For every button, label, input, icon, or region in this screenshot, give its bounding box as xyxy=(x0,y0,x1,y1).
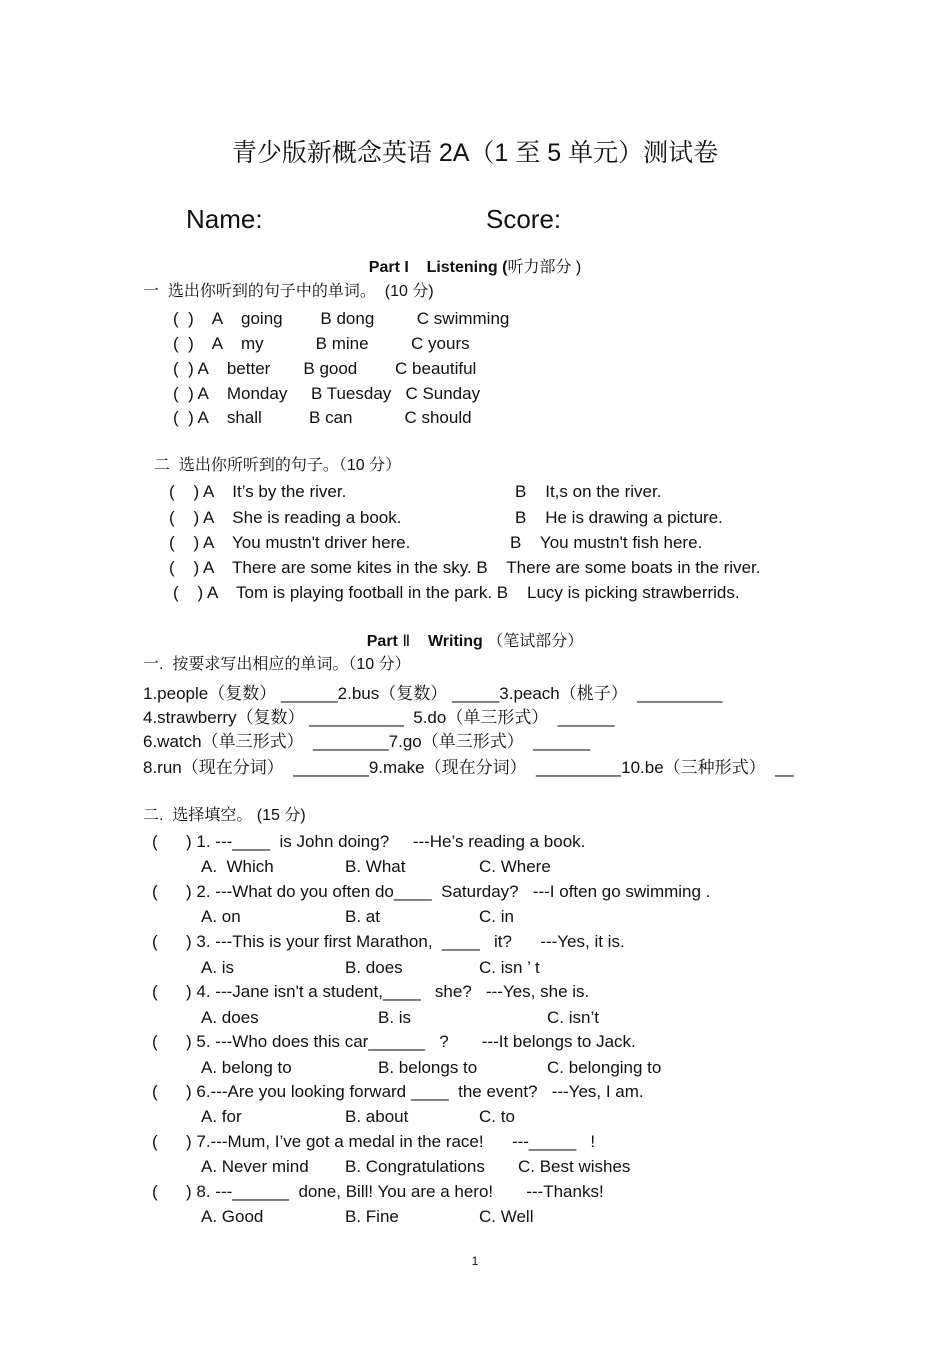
option-a: A. on xyxy=(201,907,241,926)
option-c: C. Well xyxy=(479,1207,534,1226)
part2-heading-bold-a: Part xyxy=(366,633,398,650)
option-a: A. Never mind xyxy=(201,1157,309,1176)
part2-heading-rest: （笔试部分） xyxy=(482,633,584,650)
option-c: C. Where xyxy=(479,857,551,876)
option-b: B. Fine xyxy=(345,1207,399,1226)
part1-heading xyxy=(0,260,950,276)
listening-word-line: ( ) A Monday B Tuesday C Sunday xyxy=(173,384,481,403)
option-b: B. about xyxy=(345,1107,409,1126)
listening-sentence-a: ( ) A Tom is playing football in the park. B Lucy is picking strawberrids. xyxy=(173,583,740,602)
option-a: A. is xyxy=(201,958,235,977)
option-c: C. Best wishes xyxy=(518,1157,631,1176)
listening-sentence-a: ( ) A It’s by the river. xyxy=(169,482,347,501)
option-a: A. Which xyxy=(201,857,274,876)
question-line: ( ) 5. ---Who does this car______ ? ---It belongs to Jack. xyxy=(152,1032,636,1051)
question-line: ( ) 6.---Are you looking forward ____ the event? ---Yes, I am. xyxy=(152,1082,644,1101)
section3-heading: 一. 按要求写出相应的单词。（10 分） xyxy=(143,656,411,673)
question-line: ( ) 2. ---What do you often do____ Saturday? ---I often go swimming . xyxy=(152,882,711,901)
word-form-line: 8.run（现在分词） ________9.make（现在分词） _________10.be（三种形式） __ xyxy=(143,758,795,777)
question-line: ( ) 1. ---____ is John doing? ---He’s reading a book. xyxy=(152,832,586,851)
listening-sentence-b: B He is drawing a picture. xyxy=(515,508,723,527)
option-b: B. Congratulations xyxy=(345,1157,485,1176)
listening-sentence-b: B You mustn't fish here. xyxy=(510,533,703,552)
option-a: A. for xyxy=(201,1107,242,1126)
listening-sentence-a: ( ) A There are some kites in the sky. B There are some boats in the river. xyxy=(169,558,761,577)
section2-heading: 二 选出你所听到的句子。（10 分） xyxy=(154,457,402,474)
word-form-line: 1.people（复数） ______2.bus（复数） _____3.peach（桃子） _________ xyxy=(143,684,723,703)
part1-heading-bold: Part I Listening ( xyxy=(368,259,508,276)
listening-word-line: ( ) A better B good C beautiful xyxy=(173,359,477,378)
listening-word-line: ( ) A shall B can C should xyxy=(173,408,472,427)
option-c: C. to xyxy=(479,1107,515,1126)
part2-heading xyxy=(0,634,950,650)
section4-heading: 二. 选择填空。 (15 分) xyxy=(143,807,306,824)
question-line: ( ) 4. ---Jane isn't a student,____ she? ---Yes, she is. xyxy=(152,982,590,1001)
option-a: A. Good xyxy=(201,1207,264,1226)
question-line: ( ) 8. ---______ done, Bill! You are a hero! ---Thanks! xyxy=(152,1182,604,1201)
listening-sentence-b: B It,s on the river. xyxy=(515,482,662,501)
listening-sentence-a: ( ) A You mustn't driver here. xyxy=(169,533,411,552)
part1-heading-rest: 听力部分 ) xyxy=(507,259,582,276)
question-line: ( ) 3. ---This is your first Marathon, ____ it? ---Yes, it is. xyxy=(152,932,625,951)
option-b: B. does xyxy=(345,958,403,977)
option-c: C. isn ’ t xyxy=(479,958,540,977)
option-b: B. at xyxy=(345,907,380,926)
option-b: B. is xyxy=(378,1008,412,1027)
listening-word-line: ( ) A going B dong C swimming xyxy=(173,309,510,328)
part2-heading-bold-b: Writing xyxy=(414,633,483,650)
word-form-line: 4.strawberry（复数） __________ 5.do（单三形式） ______ xyxy=(143,708,615,727)
option-b: B. What xyxy=(345,857,406,876)
question-line: ( ) 7.---Mum, I’ve got a medal in the race! ---_____ ! xyxy=(152,1132,596,1151)
name-label: Name: xyxy=(186,204,263,234)
option-a: A. belong to xyxy=(201,1058,292,1077)
page-number: 1 xyxy=(471,1254,479,1268)
option-c: C. isn’t xyxy=(547,1008,599,1027)
option-c: C. in xyxy=(479,907,514,926)
score-label: Score: xyxy=(486,204,562,234)
page-title: 青少版新概念英语 2A（1 至 5 单元）测试卷 xyxy=(231,139,719,167)
listening-word-line: ( ) A my B mine C yours xyxy=(173,334,470,353)
option-b: B. belongs to xyxy=(378,1058,478,1077)
word-form-line: 6.watch（单三形式） ________7.go（单三形式） ______ xyxy=(143,732,590,751)
section1-heading: 一 选出你听到的句子中的单词。 (10 分) xyxy=(143,283,434,300)
option-c: C. belonging to xyxy=(547,1058,662,1077)
part2-heading-roman: Ⅱ xyxy=(397,633,415,650)
listening-sentence-a: ( ) A She is reading a book. xyxy=(169,508,402,527)
option-a: A. does xyxy=(201,1008,259,1027)
